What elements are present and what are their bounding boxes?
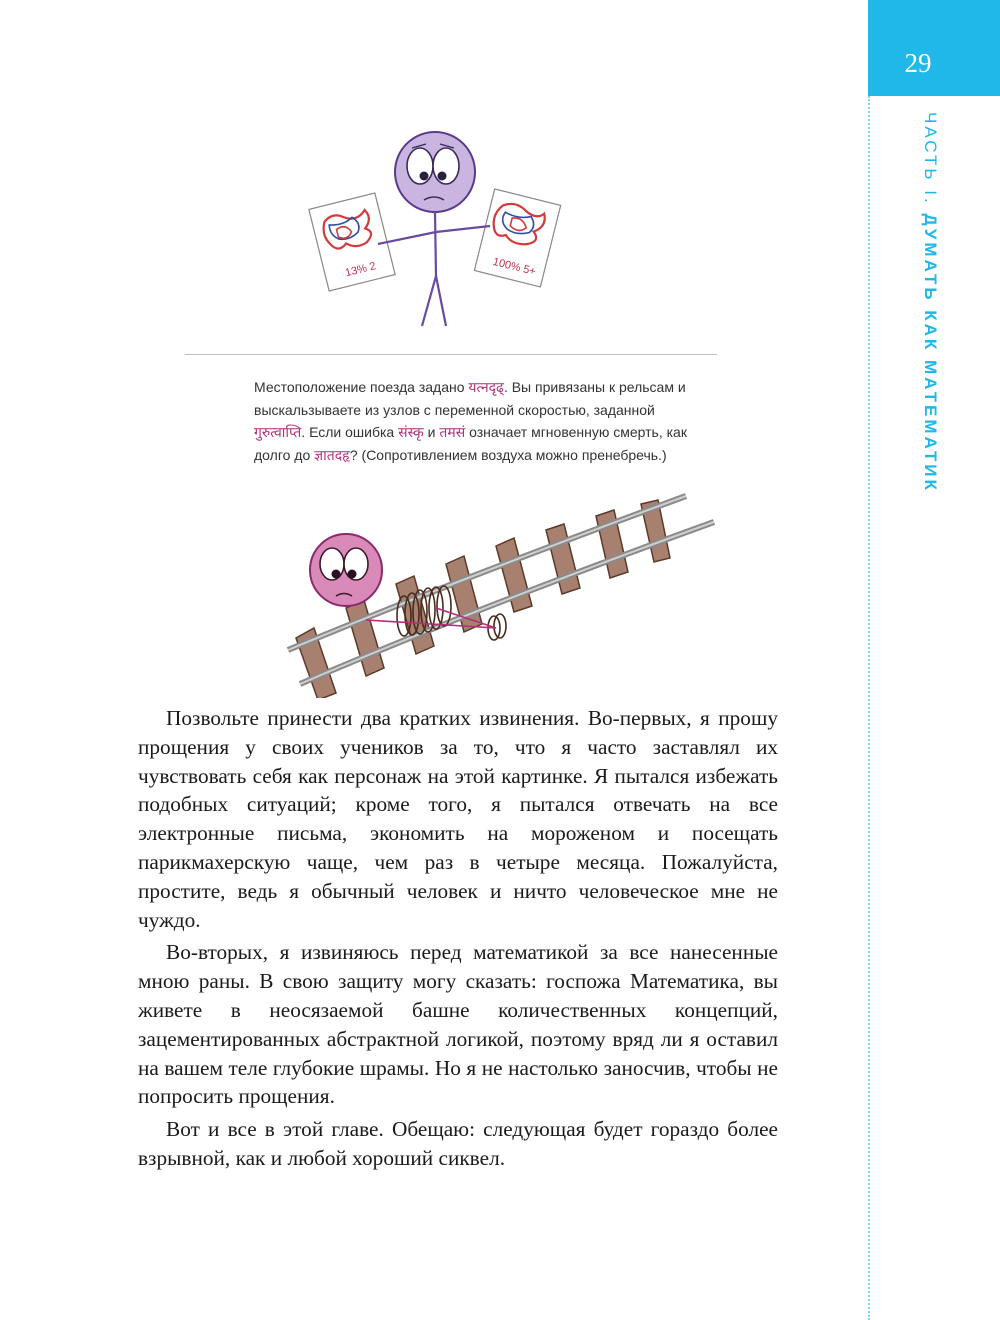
margin-dotted-rule	[868, 96, 870, 1320]
caption-glyph: यत्नदृढ्	[468, 380, 504, 396]
caption-divider	[185, 354, 717, 355]
chapter-title: ДУМАТЬ КАК МАТЕМАТИК	[921, 213, 940, 493]
railway-illustration	[286, 488, 716, 698]
page-number: 29	[904, 48, 932, 78]
caption-text: . Вы привязаны к рельсам и выскальзываете из узлов с переменной скоростью, заданной	[254, 379, 686, 418]
part-label: ЧАСТЬ I.	[921, 112, 940, 206]
caption-text: Местоположение поезда задано	[254, 379, 469, 395]
figure-caption	[254, 376, 694, 467]
stick-figure-illustration	[290, 116, 580, 338]
caption-glyph: संस्कृ	[398, 425, 424, 441]
running-head	[920, 112, 940, 493]
paragraph: Позвольте принести два кратких извинения. Во-первых, я прошу прощения у своих учеников за то, что я часто заставлял их чувствовать себя как персонаж на этой картинке. Я пытался избежать подобных ситуаций; кроме того, я пытался отвечать на все электронные письма, экономить на мороженом и посещать парикмахерскую чаще, чем раз в четыре месяца. Пожалуйста, простите, ведь я обычный человек и ничто человеческое мне не чуждо.	[138, 706, 778, 932]
left-sheet-label: 13% 2	[343, 260, 378, 280]
body-text	[138, 704, 778, 1177]
caption-glyph: गुरुत्वाप्ति	[254, 425, 302, 441]
caption-text: означает мгновенную смерть, как долго до	[254, 424, 687, 463]
caption-text: . Если ошибка	[301, 424, 399, 440]
caption-glyph: ज्ञातदहृ	[314, 448, 350, 464]
paragraph: Во-вторых, я извиняюсь перед математикой за все нанесенные мною раны. В свою защиту могу сказать: госпожа Математика, вы живете в неосязаемой башне количественных концепций, зацементированных абстрактной логикой, поэтому вряд ли я оставил на вашем теле глубокие шрамы. Но я не настолько заносчив, чтобы не попросить прощения.	[138, 940, 778, 1109]
right-sheet-label: 100% 5+	[491, 255, 537, 279]
caption-glyph: तमसं	[439, 425, 466, 441]
caption-text: ? (Сопротивлением воздуха можно пренебречь.)	[349, 447, 667, 463]
paragraph: Вот и все в этой главе. Обещаю: следующая будет гораздо более взрывной, как и любой хороший сиквел.	[138, 1117, 778, 1170]
caption-text: и	[423, 424, 440, 440]
